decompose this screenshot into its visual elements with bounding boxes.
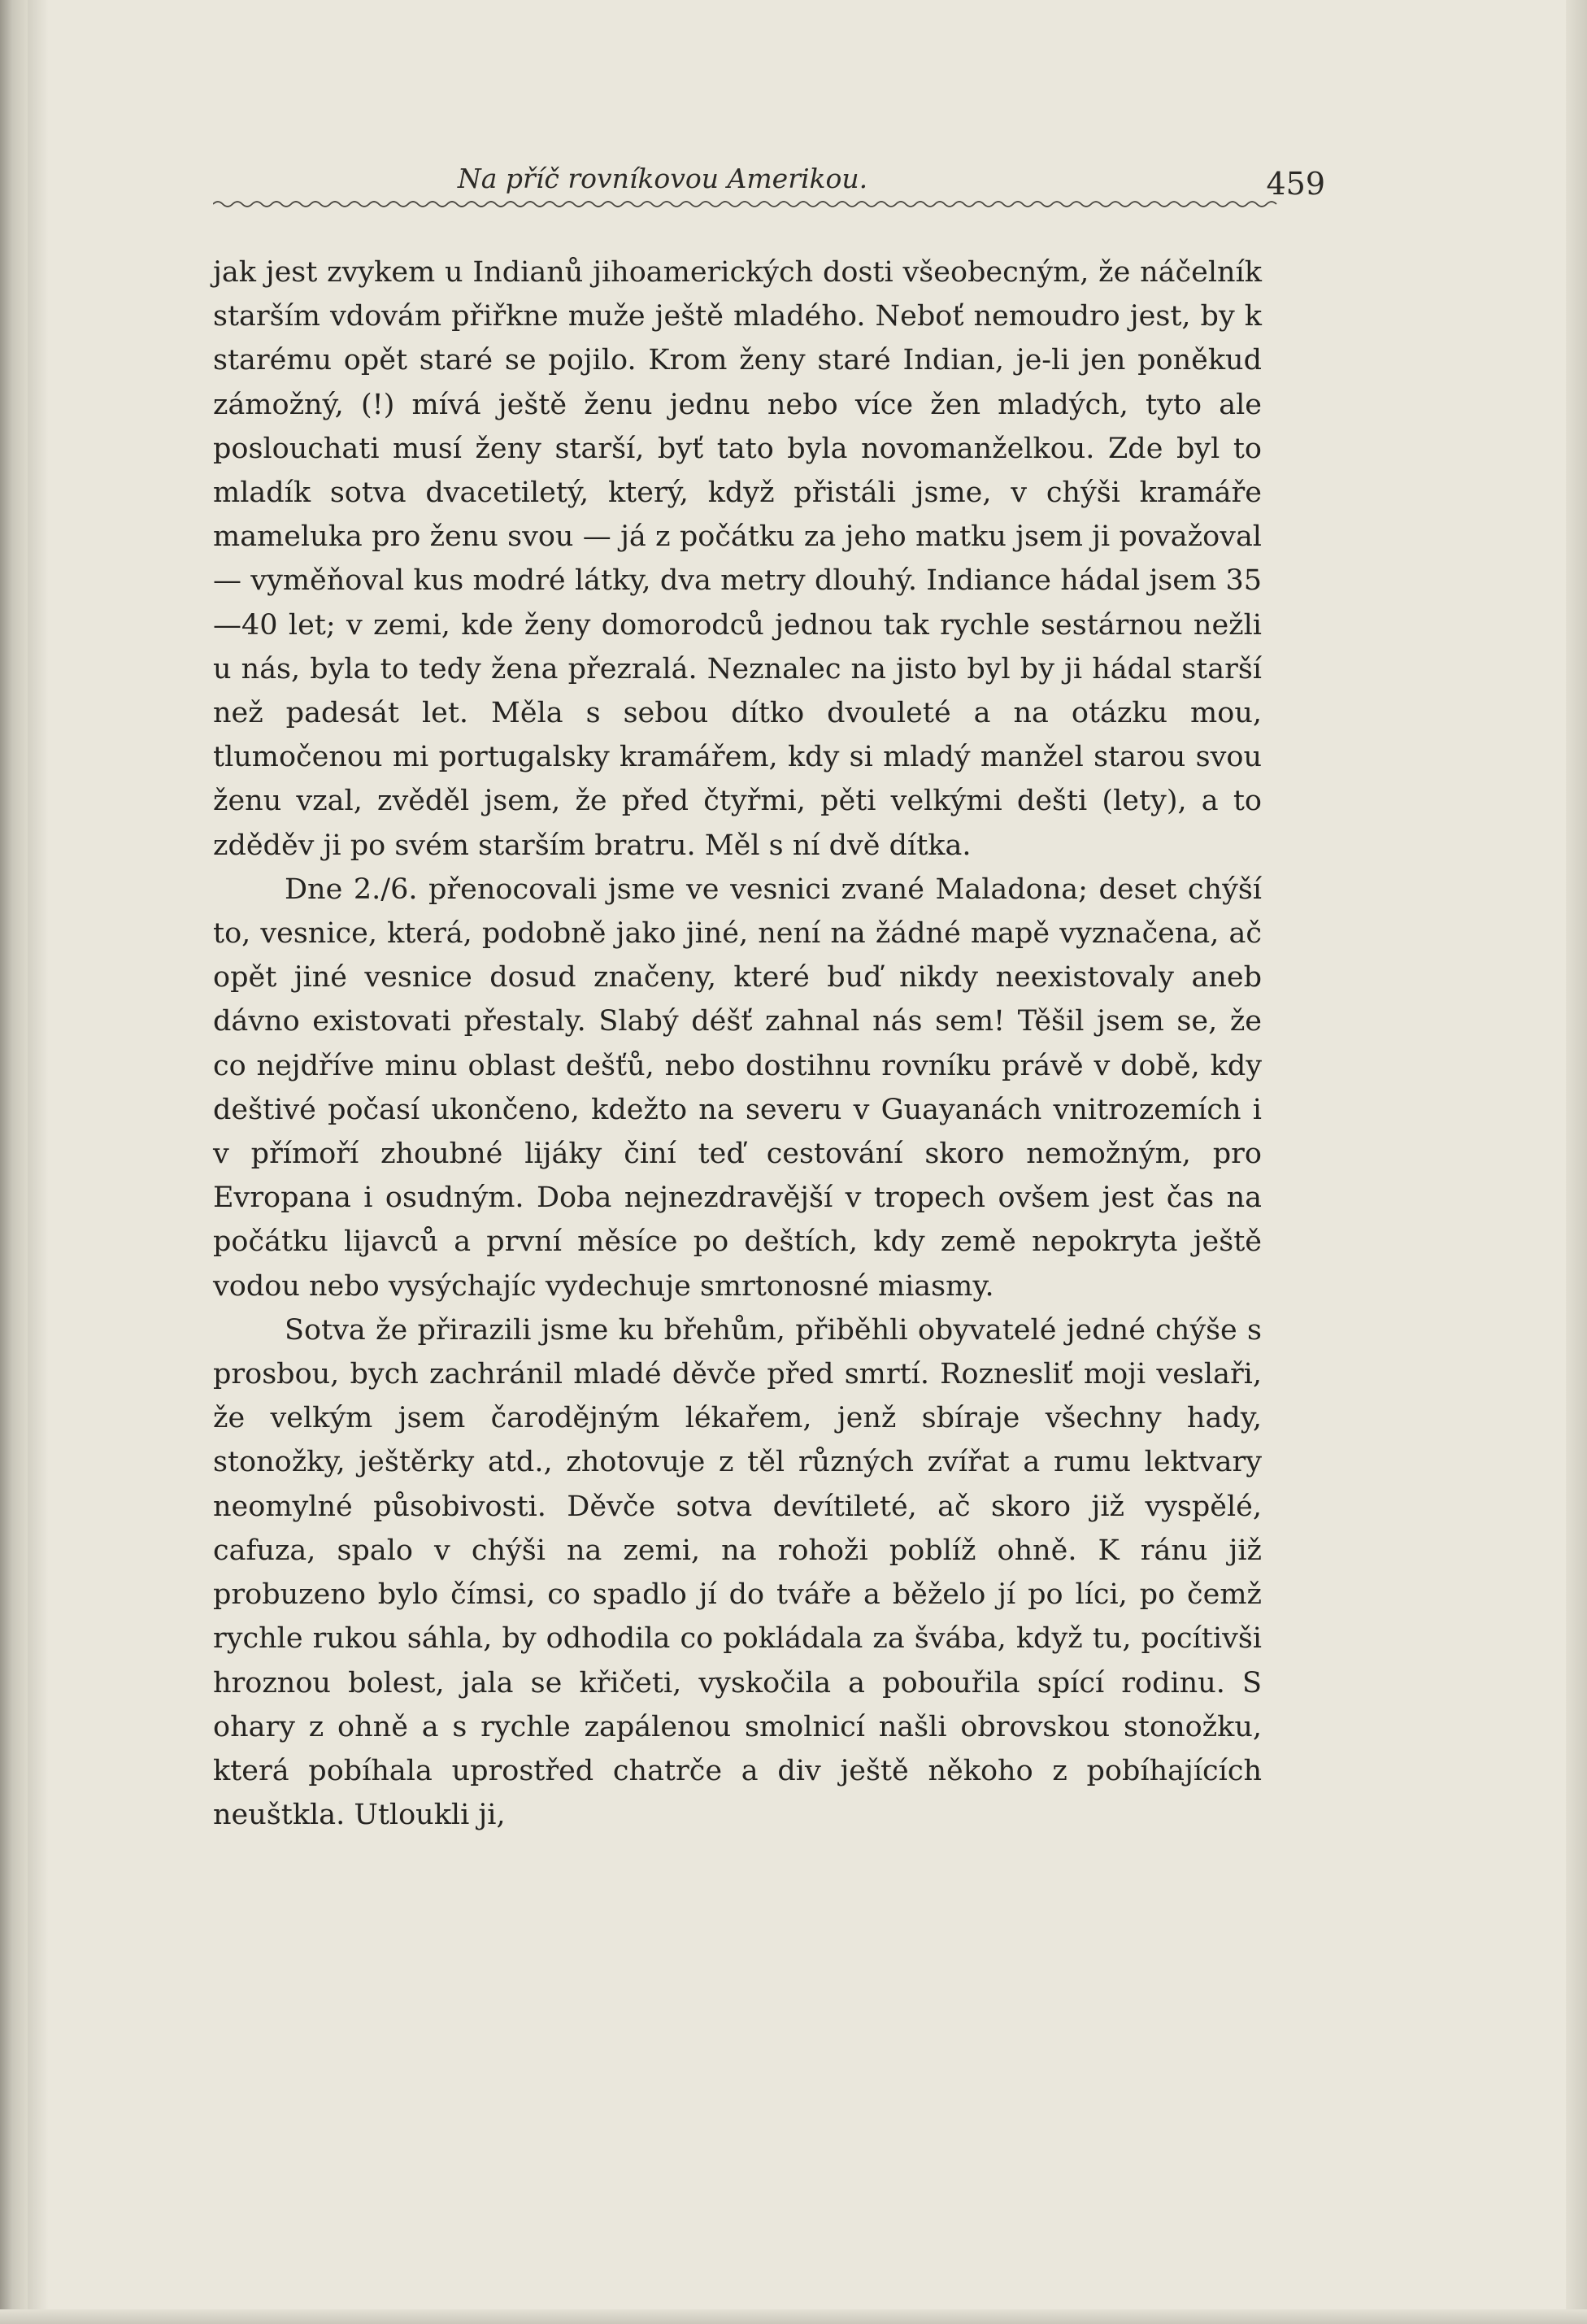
body-text [213, 250, 1262, 1837]
running-title: Na příč rovníkovou Amerikou. [457, 163, 868, 194]
decorative-wavy-rule [213, 198, 1278, 210]
page-bottom-edge [0, 2309, 1587, 2324]
paragraph-2: Dne 2./6. přenocovali jsme ve vesnici zvané Maladona; deset chýší to, vesnice, která, podobně jako jiné, není na žádné mapě vyznačena, ač opět jiné vesnice dosud značeny, které buď nikdy neexistovaly aneb dávno existovati přestaly. Slabý déšť zahnal nás sem! Těšil jsem se, že co nejdříve minu oblast dešťů, nebo dostihnu rovníku právě v době, kdy deštivé počasí ukončeno, kdežto na severu v Guayanách vnitrozemích i v přímoří zhoubné lijáky činí teď cestování skoro nemožným, pro Evropana i osudným. Doba nejnezdravější v tropech ovšem jest čas na počátku lijavců a první měsíce po deštích, kdy země nepokryta ještě vodou nebo vysýchajíc vydechuje smrtonosné miasmy. [213, 873, 1262, 1303]
paragraph-3: Sotva že přirazili jsme ku břehům, přiběhli obyvatelé jedné chýše s prosbou, bych zachránil mladé děvče před smrtí. Roznesliť moji veslaři, že velkým jsem čarodějným lékařem, jenž sbíraje všechny hady, stonožky, ještěrky atd., zhotovuje z těl různých zvířat a rumu lektvary neomylné působivosti. Děvče sotva devítileté, ač skoro již vyspělé, cafuza, spalo v chýši na zemi, na rohoži poblíž ohně. K ránu již probuzeno bylo čímsi, co spadlo jí do tváře a běželo jí po líci, po čemž rychle rukou sáhla, by odhodila co pokládala za švába, když tu, pocítivši hroznou bolest, jala se křičeti, vyskočila a pobouřila spící rodinu. S ohary z ohně a s rychle zapálenou smolnicí našli obrovskou stonožku, která pobíhala uprostřed chatrče a div ještě někoho z pobíhajících neuštkla. Utloukli ji, [213, 1313, 1262, 1832]
page-right-edge [1566, 0, 1587, 2324]
paragraph-1: jak jest zvykem u Indianů jihoamerických dosti všeobecným, že náčelník starším vdovám přiřkne muže ještě mladého. Neboť nemoudro jest, by k starému opět staré se pojilo. Krom ženy staré Indian, je-li jen poněkud zámožný, (!) mívá ještě ženu jednu nebo více žen mladých, tyto ale poslouchati musí ženy starší, byť tato byla novomanželkou. Zde byl to mladík sotva dvacetiletý, který, když přistáli jsme, v chýši kramáře mameluka pro ženu svou — já z počátku za jeho matku jsem ji považoval — vyměňoval kus modré látky, dva metry dlouhý. Indiance hádal jsem 35—40 let; v zemi, kde ženy domorodců jednou tak rychle sestárnou nežli u nás, byla to tedy žena přezralá. Neznalec na jisto byl by ji hádal starší než padesát let. Měla s sebou dítko dvouleté a na otázku mou, tlumočenou mi portugalsky kramářem, kdy si mladý manžel starou svou ženu vzal, zvěděl jsem, že před čtyřmi, pěti velkými dešti (lety), a to zděděv ji po svém starším bratru. Měl s ní dvě dítka. [213, 256, 1262, 862]
binding-shadow [28, 0, 49, 2324]
wavy-rule-graphic [213, 198, 1278, 210]
page-number: 459 [1266, 166, 1325, 202]
binding-edge [0, 0, 28, 2324]
